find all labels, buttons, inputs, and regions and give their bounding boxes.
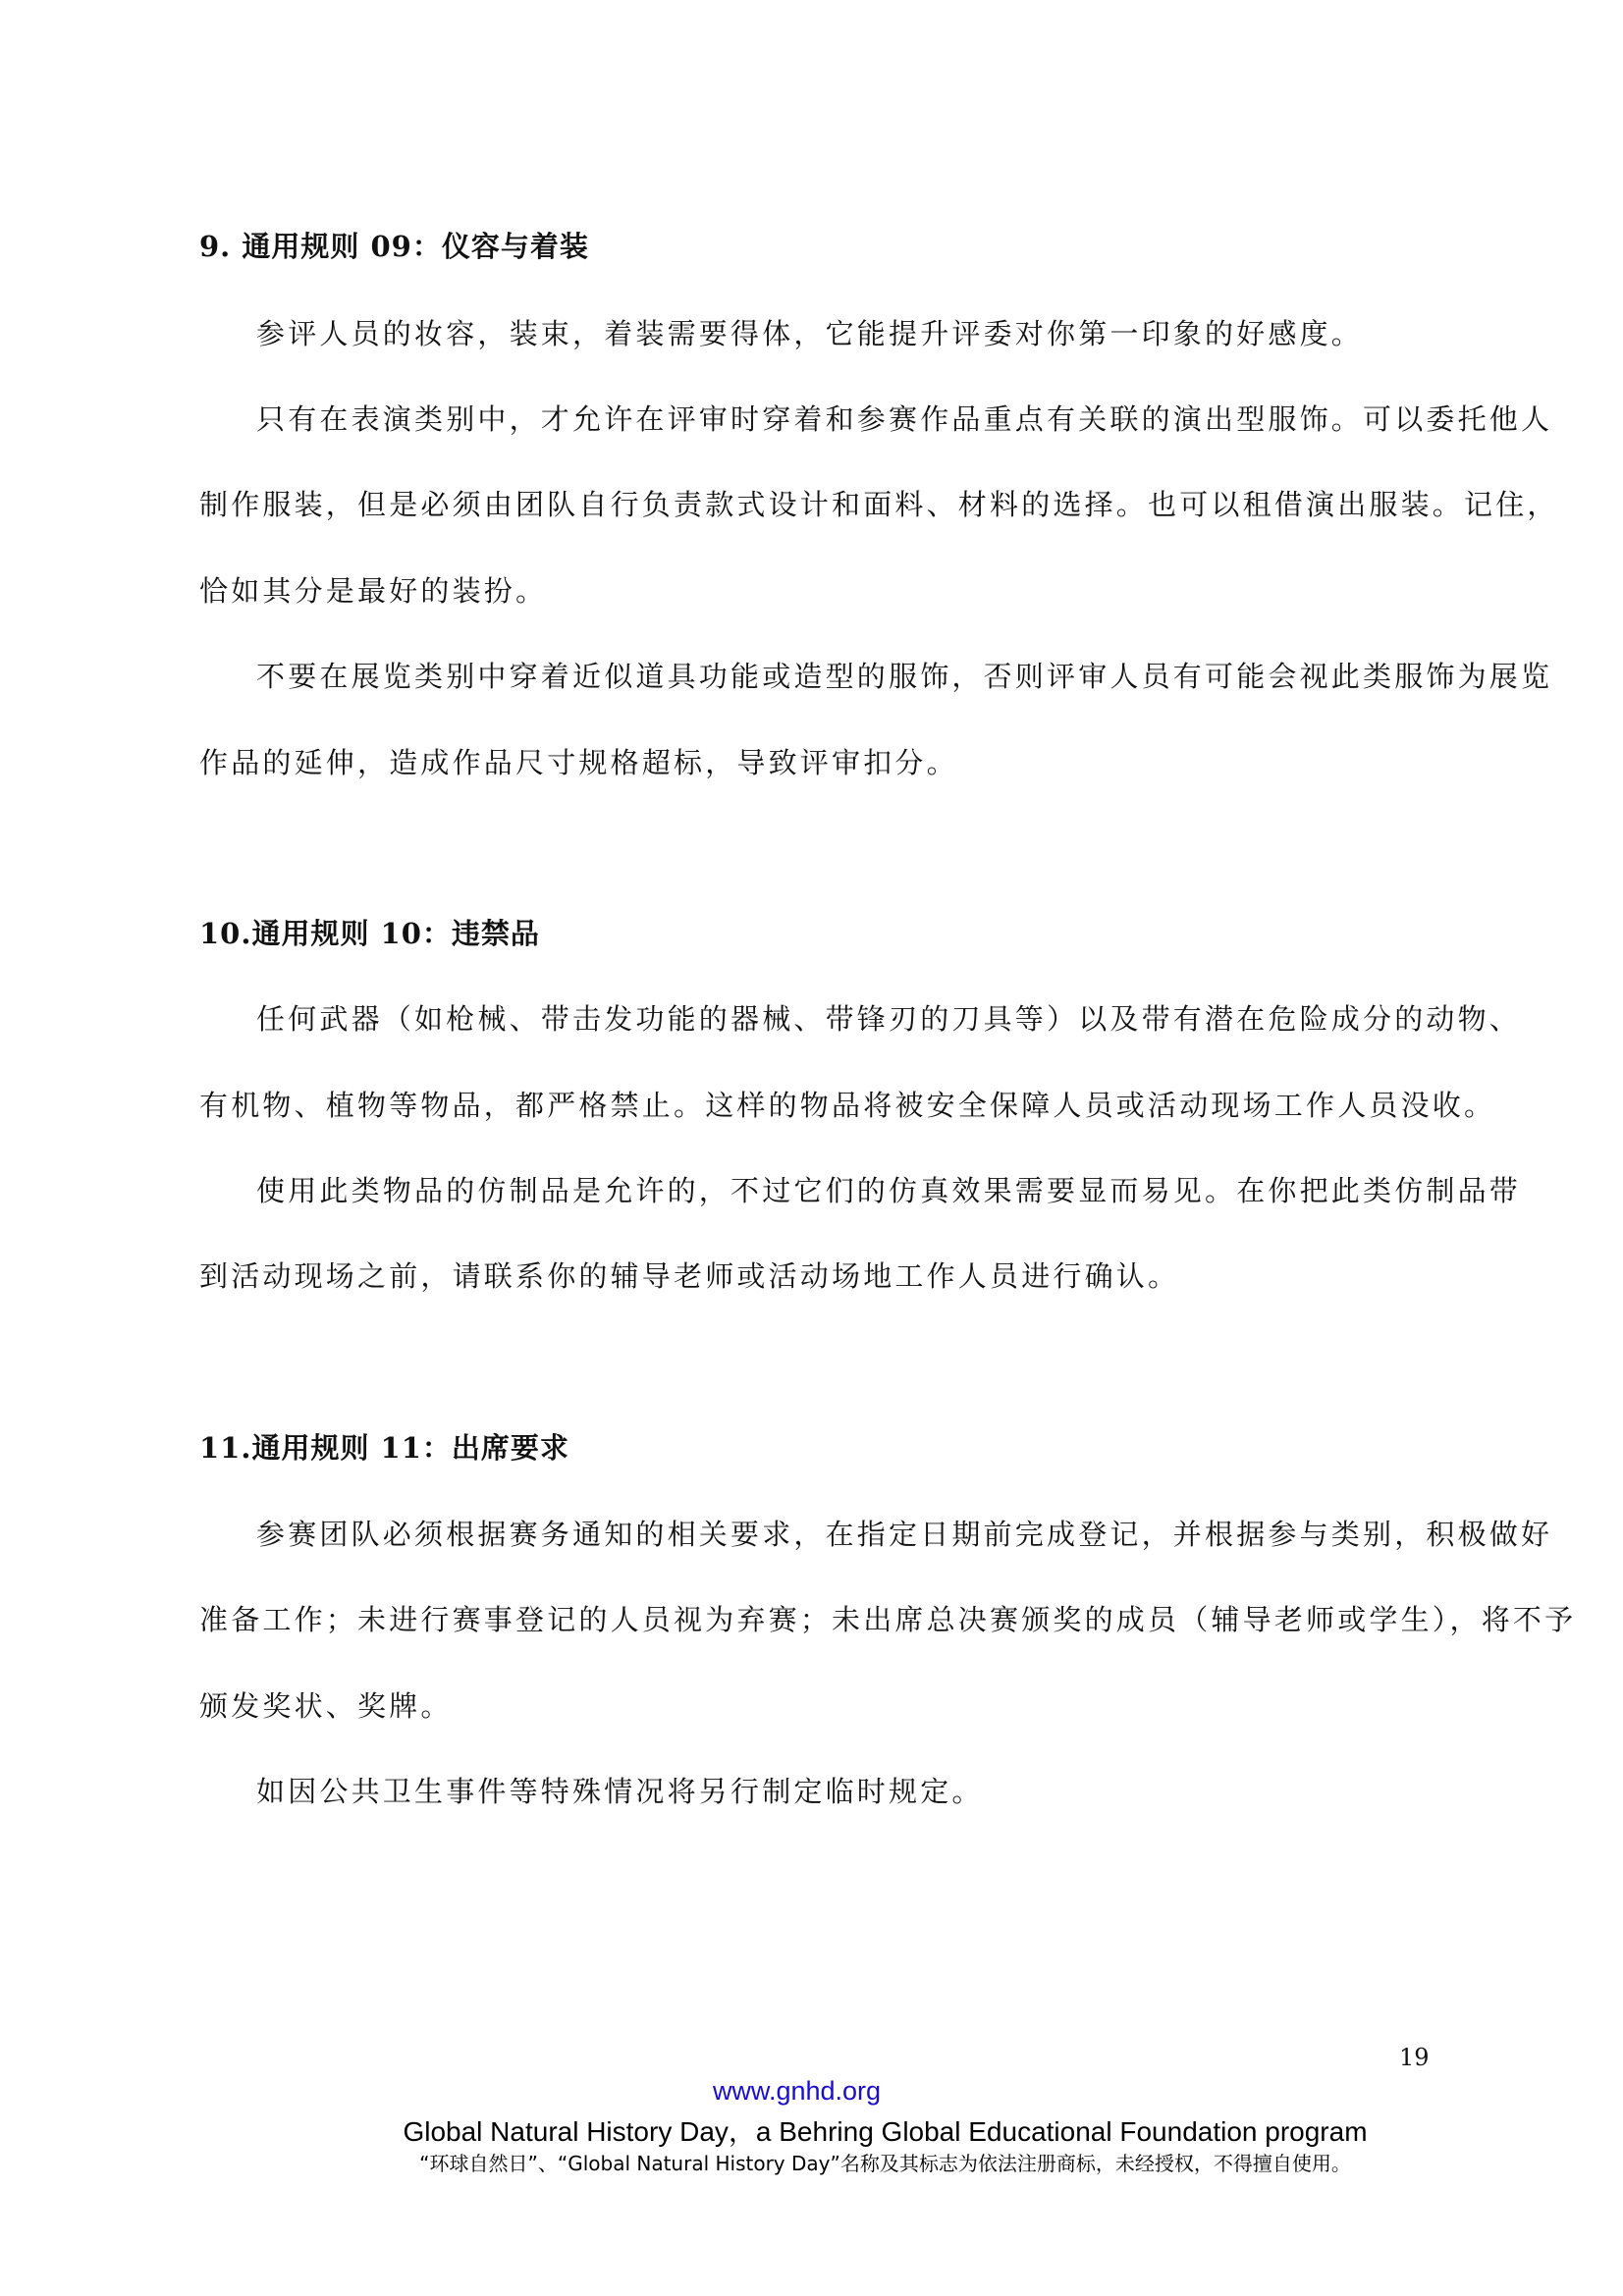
website-link[interactable]: www.gnhd.org [712,2076,882,2106]
paragraph-line: 参赛团队必须根据赛务通知的相关要求，在指定日期前完成登记，并根据参与类别，积极做好 [256,1518,1553,1551]
paragraph-line: 参评人员的妆容，装束，着装需要得体，它能提升评委对你第一印象的好感度。 [256,317,1364,350]
paragraph-line: 恰如其分是最好的装扮。 [199,574,548,608]
paragraph-line: 使用此类物品的仿制品是允许的，不过它们的仿真效果需要显而易见。在你把此类仿制品带 [256,1174,1522,1207]
paragraph-line: 到活动现场之前，请联系你的辅导老师或活动场地工作人员进行确认。 [199,1259,1180,1293]
section-heading-10: 10.通用规则 10：违禁品 [199,917,540,950]
tagline-text: Global Natural History Day，a Behring Global Educational Foundation program [403,2116,1368,2147]
paragraph-line: 作品的延伸，造成作品尺寸规格超标，导致评审扣分。 [199,746,958,779]
trademark-note-text: “环球自然日”、“Global Natural History Day”名称及其标志为依法注册商标，未经授权，不得擅自使用。 [419,2152,1351,2175]
paragraph-line: 颁发奖状、奖牌。 [199,1689,453,1723]
footer-tagline [0,2110,1623,2150]
paragraph-line: 只有在表演类别中，才允许在评审时穿着和参赛作品重点有关联的演出型服饰。可以委托他人 [256,402,1553,436]
footer-website [0,2076,1623,2107]
page-number: 19 [1399,2044,1430,2071]
paragraph-line: 有机物、植物等物品，都严格禁止。这样的物品将被安全保障人员或活动现场工作人员没收。 [199,1089,1496,1122]
paragraph-line: 准备工作；未进行赛事登记的人员视为弃赛；未出席总决赛颁奖的成员（辅导老师或学生），将不予 [199,1603,1577,1636]
paragraph-line: 如因公共卫生事件等特殊情况将另行制定临时规定。 [256,1775,984,1808]
footer-trademark-note [0,2148,1623,2176]
paragraph-line: 任何武器（如枪械、带击发功能的器械、带锋刃的刀具等）以及带有潜在危险成分的动物、 [256,1002,1522,1036]
section-heading-11: 11.通用规则 11：出席要求 [199,1431,569,1465]
section-heading-9: 9. 通用规则 09：仪容与着装 [199,230,589,263]
paragraph-line: 制作服装，但是必须由团队自行负责款式设计和面料、材料的选择。也可以租借演出服装。记住， [199,488,1559,521]
paragraph-line: 不要在展览类别中穿着近似道具功能或造型的服饰，否则评审人员有可能会视此类服饰为展览 [256,660,1553,693]
